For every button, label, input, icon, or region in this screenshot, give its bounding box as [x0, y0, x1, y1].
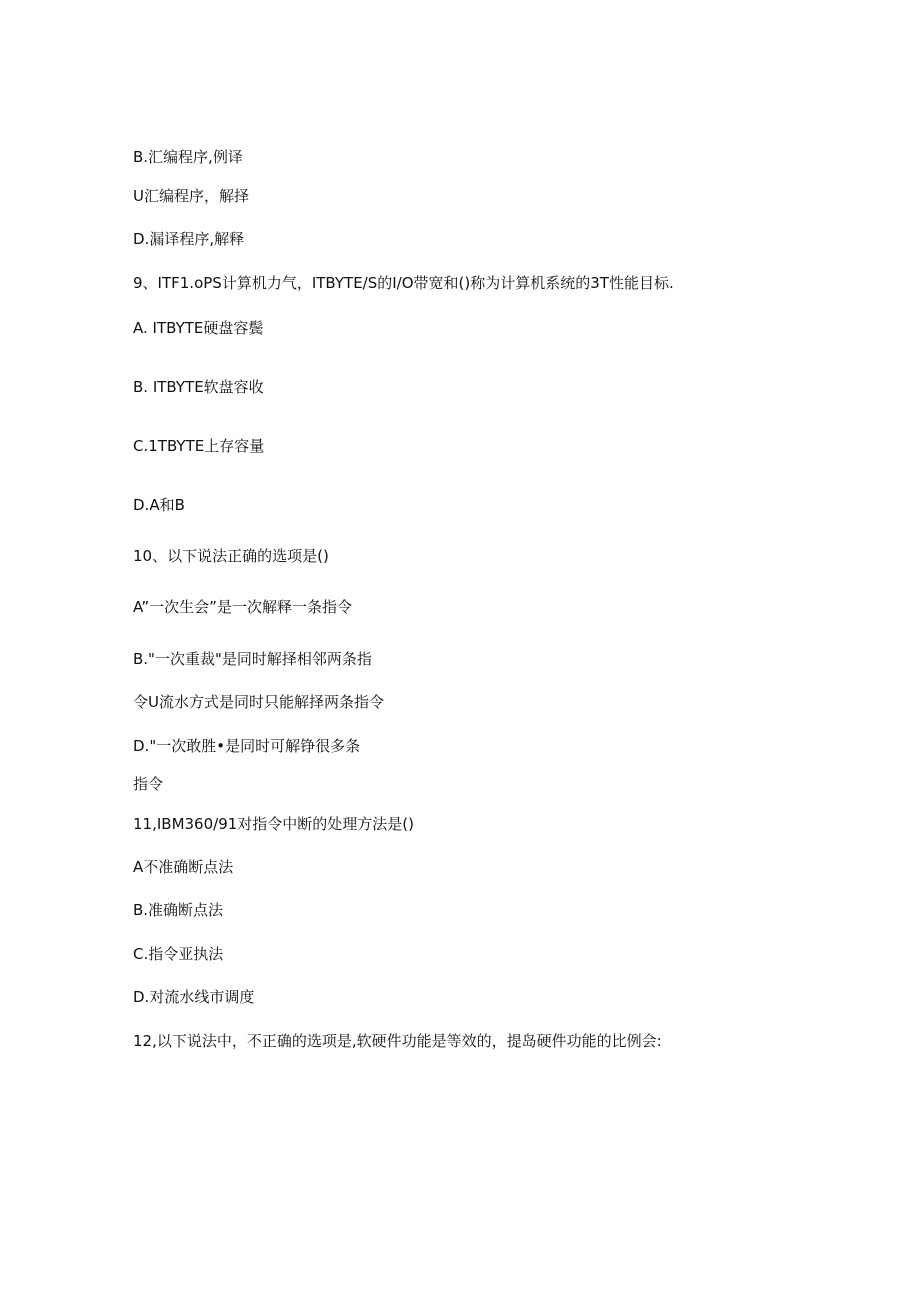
q9-option-c: C.1TBYTE上存容量 [133, 437, 265, 455]
q11-option-b: B.准确断点法 [133, 901, 224, 919]
question-10: 10、以下说法正确的选项是() [133, 547, 329, 565]
q10-option-c: 令U流水方式是同时只能解择两条指令 [133, 693, 384, 711]
q11-option-d: D.对流水线市调度 [133, 988, 255, 1006]
q10-option-b: B."一次重裁"是同时解择相邻两条指 [133, 650, 372, 668]
option-d-line: D.漏译程序,解释 [133, 230, 245, 248]
q11-option-c: C.指令亚执法 [133, 945, 224, 963]
q9-option-d: D.A和B [133, 496, 185, 514]
q9-option-a: A. ITBYTE硬盘容鬓 [133, 319, 264, 337]
q10-option-a: A”一次生会”是一次解释一条指令 [133, 598, 352, 616]
question-12: 12,以下说法中，不正确的选项是,软硬件功能是等效的，提岛硬件功能的比例会: [133, 1032, 662, 1050]
question-11: 11,IBM360/91对指令中断的处理方法是() [133, 815, 414, 833]
q10-option-d: D."一次敢胜•是同时可解铮很多条 [133, 737, 361, 755]
q9-option-b: B. ITBYTE软盘容收 [133, 378, 264, 396]
option-c-line: U汇编程序，解择 [133, 187, 249, 205]
question-9: 9、ITF1.oPS计算机力气，ITBYTE/S的I/O带宽和()称为计算机系统的3T性能目标. [133, 274, 674, 292]
q10-option-d-cont: 指令 [133, 775, 164, 793]
q11-option-a: A不准确断点法 [133, 858, 234, 876]
option-b-line: B.汇编程序,例译 [133, 148, 243, 166]
